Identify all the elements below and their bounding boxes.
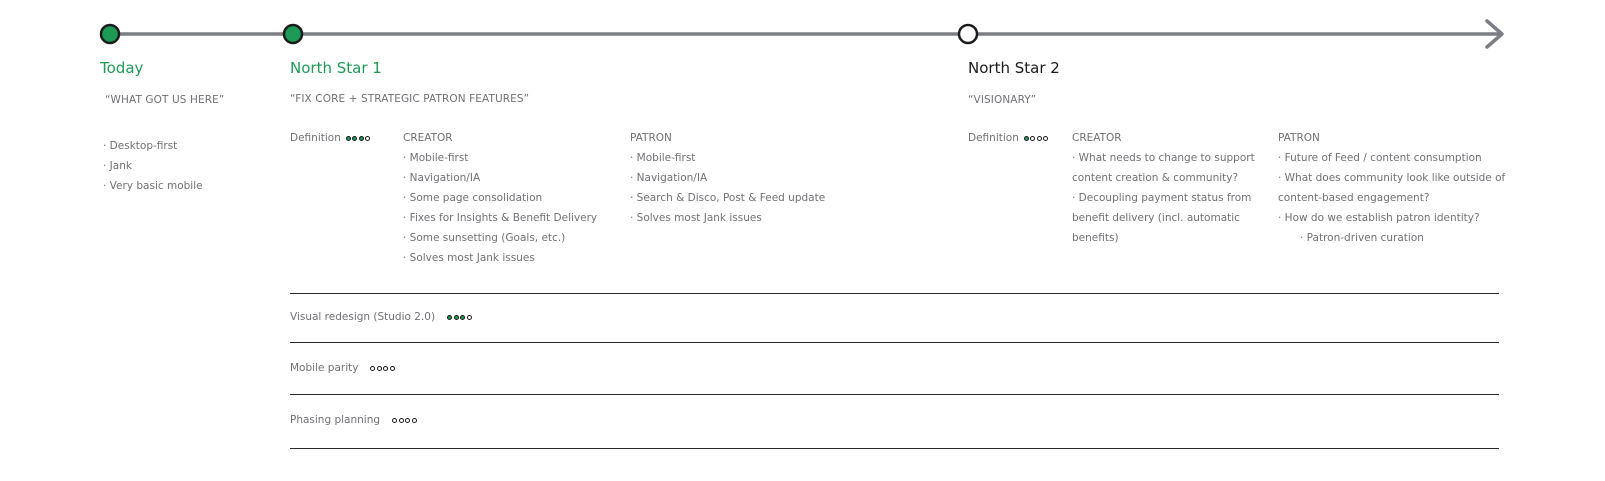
progress-dot bbox=[1024, 136, 1029, 141]
milestone-title-north-star-1: North Star 1 bbox=[290, 59, 382, 77]
milestone-tagline-north-star-2: “VISIONARY” bbox=[968, 94, 1037, 106]
progress-dot bbox=[346, 136, 351, 141]
workstream-progress-dots bbox=[447, 315, 472, 320]
creator-list bbox=[1072, 148, 1260, 248]
progress-dot bbox=[412, 418, 417, 423]
list-item: · Very basic mobile bbox=[103, 180, 203, 192]
milestone-title-north-star-2: North Star 2 bbox=[968, 59, 1060, 77]
workstream-progress-dots bbox=[392, 418, 417, 423]
definition-text: Definition bbox=[968, 132, 1019, 144]
progress-dot bbox=[383, 366, 388, 371]
list-item: · Decoupling payment status from benefit delivery (incl. automatic benefits) bbox=[1072, 192, 1252, 244]
definition-progress-dots bbox=[346, 136, 371, 141]
timeline bbox=[0, 0, 1605, 60]
workstream-label: Mobile parity bbox=[290, 362, 359, 374]
list-item: · Solves most Jank issues bbox=[630, 212, 762, 224]
column-heading-creator: CREATOR bbox=[403, 132, 453, 144]
column-heading-patron: PATRON bbox=[630, 132, 672, 144]
progress-dot bbox=[460, 315, 465, 320]
north-star-1-creator-column bbox=[403, 132, 623, 268]
milestone-marker-north-star-1 bbox=[284, 25, 302, 43]
progress-dot bbox=[1043, 136, 1048, 141]
list-item: · Mobile-first bbox=[630, 152, 696, 164]
milestone-marker-today bbox=[101, 25, 119, 43]
progress-dot bbox=[1030, 136, 1035, 141]
workstream-visual-redesign bbox=[290, 311, 472, 323]
milestone-marker-north-star-2 bbox=[959, 25, 977, 43]
list-item: · What does community look like outside of content-based engagement? bbox=[1278, 172, 1506, 204]
column-heading-patron: PATRON bbox=[1278, 132, 1320, 144]
progress-dot bbox=[392, 418, 397, 423]
divider bbox=[290, 293, 1499, 294]
list-item: · How do we establish patron identity? bbox=[1278, 212, 1480, 224]
workstream-label: Phasing planning bbox=[290, 414, 381, 426]
definition-label-north-star-1 bbox=[290, 132, 370, 144]
progress-dot bbox=[447, 315, 452, 320]
workstream-label: Visual redesign (Studio 2.0) bbox=[290, 311, 436, 323]
divider bbox=[290, 394, 1499, 395]
milestone-tagline-north-star-1: “FIX CORE + STRATEGIC PATRON FEATURES” bbox=[290, 93, 530, 105]
workstream-progress-dots bbox=[370, 366, 395, 371]
list-item: · Navigation/IA bbox=[630, 172, 708, 184]
north-star-1-patron-column bbox=[630, 132, 870, 228]
definition-text: Definition bbox=[290, 132, 341, 144]
patron-list bbox=[1278, 148, 1508, 248]
list-item: · Desktop-first bbox=[103, 140, 178, 152]
list-item: · Fixes for Insights & Benefit Delivery bbox=[403, 212, 598, 224]
list-item: · Some sunsetting (Goals, etc.) bbox=[403, 232, 566, 244]
progress-dot bbox=[399, 418, 404, 423]
divider bbox=[290, 342, 1499, 343]
north-star-2-creator-column bbox=[1072, 132, 1260, 248]
progress-dot bbox=[405, 418, 410, 423]
list-item: · What needs to change to support content creation & community? bbox=[1072, 152, 1255, 184]
list-item: · Future of Feed / content consumption bbox=[1278, 152, 1482, 164]
patron-list bbox=[630, 148, 870, 228]
today-list bbox=[103, 136, 203, 196]
progress-dot bbox=[370, 366, 375, 371]
definition-progress-dots bbox=[1024, 136, 1049, 141]
list-item: · Jank bbox=[103, 160, 132, 172]
progress-dot bbox=[454, 315, 459, 320]
list-item: · Some page consolidation bbox=[403, 192, 543, 204]
progress-dot bbox=[359, 136, 364, 141]
list-item: · Patron-driven curation bbox=[1300, 232, 1424, 244]
workstream-phasing-planning bbox=[290, 414, 417, 426]
milestone-tagline-today: “WHAT GOT US HERE” bbox=[105, 94, 225, 106]
list-item: · Solves most Jank issues bbox=[403, 252, 535, 264]
definition-label-north-star-2 bbox=[968, 132, 1048, 144]
list-item: · Search & Disco, Post & Feed update bbox=[630, 192, 826, 204]
list-item: · Mobile-first bbox=[403, 152, 469, 164]
column-heading-creator: CREATOR bbox=[1072, 132, 1122, 144]
progress-dot bbox=[390, 366, 395, 371]
workstream-mobile-parity bbox=[290, 362, 395, 374]
creator-list bbox=[403, 148, 623, 268]
milestone-title-today: Today bbox=[100, 59, 144, 77]
list-item: · Navigation/IA bbox=[403, 172, 481, 184]
divider bbox=[290, 448, 1499, 449]
progress-dot bbox=[365, 136, 370, 141]
progress-dot bbox=[467, 315, 472, 320]
progress-dot bbox=[377, 366, 382, 371]
progress-dot bbox=[1037, 136, 1042, 141]
north-star-2-patron-column bbox=[1278, 132, 1508, 248]
progress-dot bbox=[352, 136, 357, 141]
